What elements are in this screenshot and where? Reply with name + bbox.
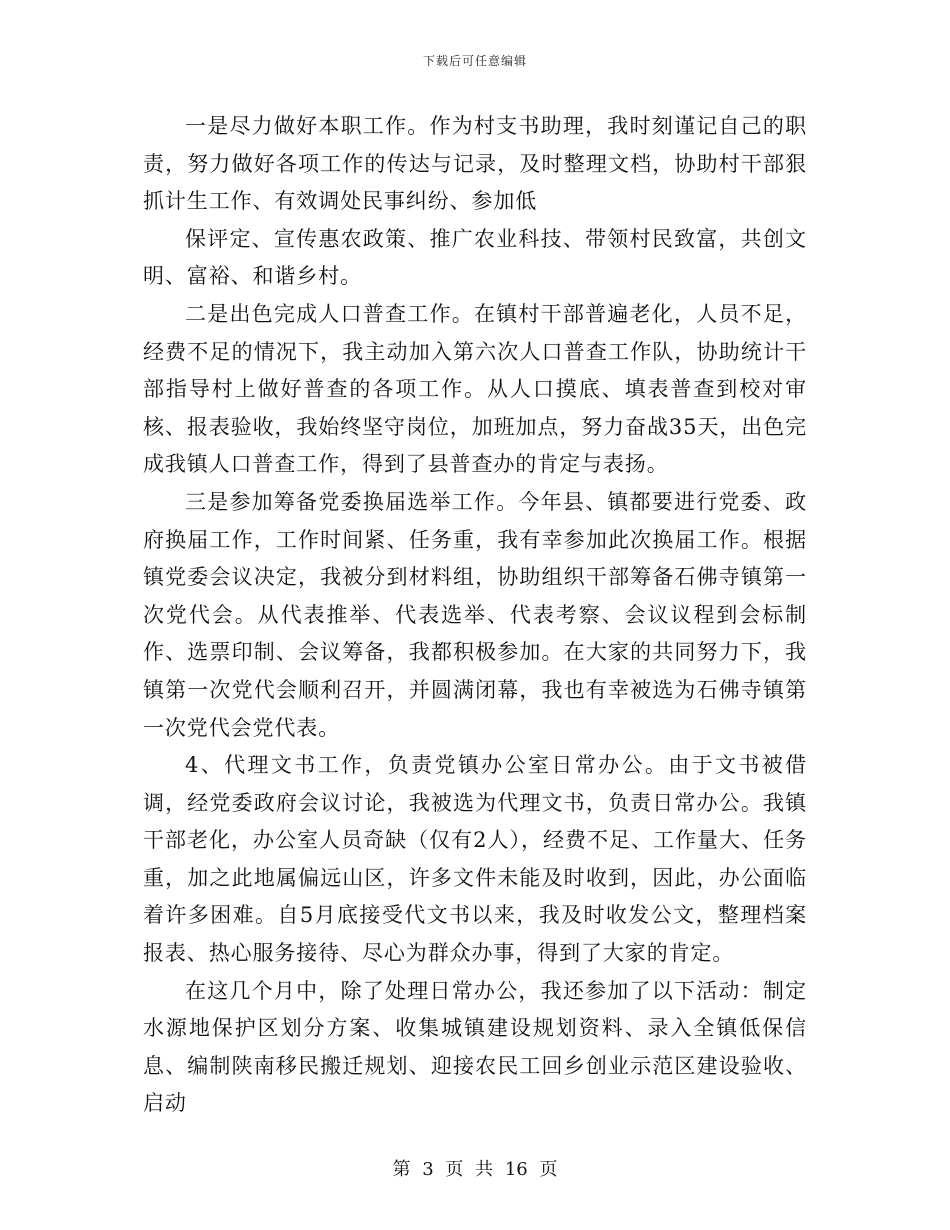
paragraph-3: 二是出色完成人口普查工作。在镇村干部普遍老化，人员不足，经费不足的情况下，我主动加入第六次人口普查工作队，协助统计干部指导村上做好普查的各项工作。从人口摸底、填表普查到校对审核、报表验收，我始终坚守岗位，加班加点，努力奋战35天，出色完成我镇人口普查工作，得到了县普查办的肯定与表扬。 — [143, 301, 807, 477]
page-header: 下载后可任意编辑 — [422, 54, 527, 68]
paragraph-6: 在这几个月中，除了处理日常办公，我还参加了以下活动：制定水源地保护区划分方案、收集城镇建设规划资料、录入全镇低保信息、编制陕南移民搬迁规划、迎接农民工回乡创业示范区建设验收、启动 — [143, 978, 807, 1116]
paragraph-1: 一是尽力做好本职工作。作为村支书助理，我时刻谨记自己的职责，努力做好各项工作的传达与记录，及时整理文档，协助村干部狠抓计生工作、有效调处民事纠纷、参加低 — [143, 114, 807, 214]
page-number: 第 3 页 共 16 页 — [392, 1159, 558, 1180]
paragraph-4: 三是参加筹备党委换届选举工作。今年县、镇都要进行党委、政府换届工作，工作时间紧、任务重，我有幸参加此次换届工作。根据镇党委会议决定，我被分到材料组，协助组织干部筹备石佛寺镇第一次党代会。从代表推举、代表选举、代表考察、会议议程到会标制作、选票印制、会议筹备，我都积极参加。在大家的共同努力下，我镇第一次党代会顺利召开，并圆满闭幕，我也有幸被选为石佛寺镇第一次党代会党代表。 — [143, 489, 807, 740]
document-body — [143, 108, 807, 1123]
paragraph-2: 保评定、宣传惠农政策、推广农业科技、带领村民致富，共创文明、富裕、和谐乡村。 — [143, 226, 807, 289]
paragraph-5: 4、代理文书工作，负责党镇办公室日常办公。由于文书被借调，经党委政府会议讨论，我被选为代理文书，负责日常办公。我镇干部老化，办公室人员奇缺（仅有2人），经费不足、工作量大、任务重，加之此地属偏远山区，许多文件未能及时收到，因此，办公面临着许多困难。自5月底接受代文书以来，我及时收发公文，整理档案报表、热心服务接待、尽心为群众办事，得到了大家的肯定。 — [143, 753, 807, 966]
